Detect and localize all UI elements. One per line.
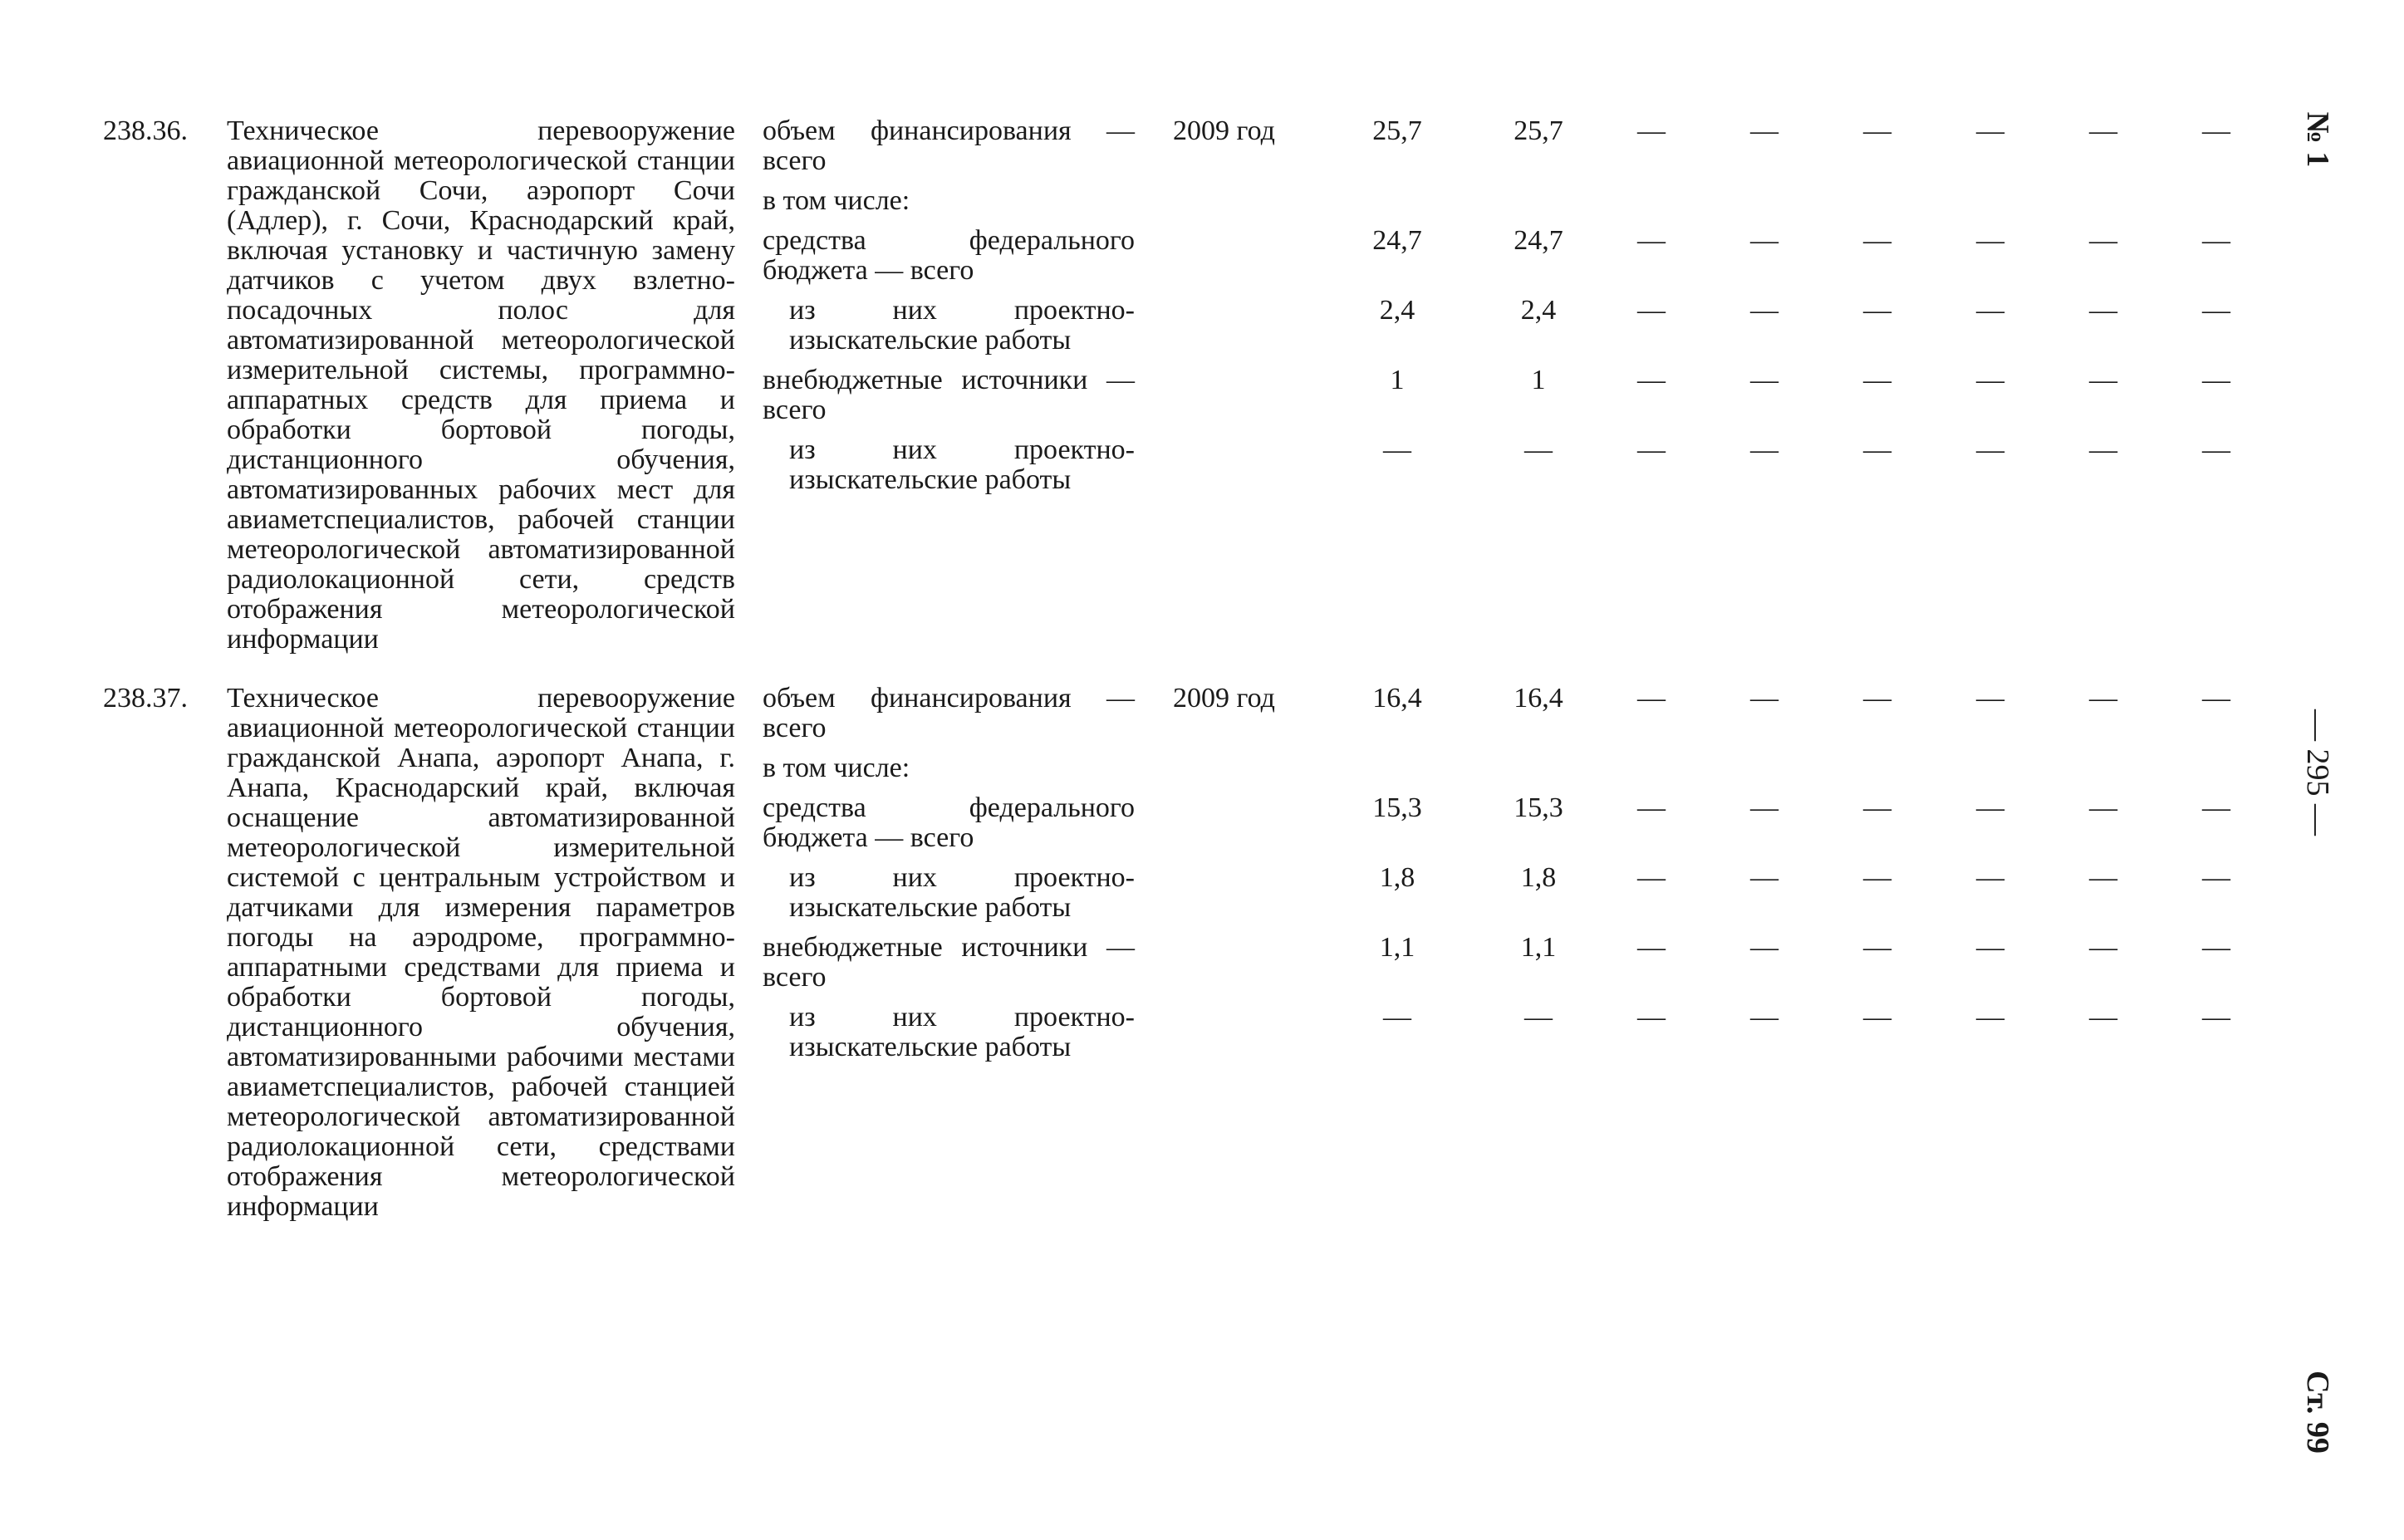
value-cell: 1,8 bbox=[1379, 862, 1415, 893]
row-label: в том числе: bbox=[763, 185, 910, 216]
value-cell: — bbox=[1750, 115, 1778, 146]
value-cell: — bbox=[1637, 434, 1666, 465]
value-cell: — bbox=[1383, 1002, 1411, 1032]
entry-year: 2009 год bbox=[1173, 683, 1275, 714]
value-cell: — bbox=[1976, 1002, 2004, 1032]
value-cell: 2,4 bbox=[1379, 295, 1415, 326]
value-cell: — bbox=[1863, 1002, 1891, 1032]
value-cell: — bbox=[2089, 792, 2117, 823]
entry-description: Техническое перевооружение авиационной метеорологической станции гражданской Анапа, аэропорт Анапа, г. Анапа, Краснодарский край, включая оснащение автоматизированной метеорологической измерительной системой с центральным устройством и датчиками для измерения параметров погоды на аэродроме, программно-аппаратными средствами для приема и обработки бортовой погоды, дистанционного обучения, автоматизированными рабочими местами авиаметспециалистов, рабочей станцией метеорологической автоматизированной радиолокационной сети, средствами отображения метеорологической информации bbox=[227, 683, 735, 1222]
row-label: из них проектно-изыскательские работы bbox=[789, 1002, 1135, 1062]
value-cell: — bbox=[1863, 365, 1891, 395]
value-cell: — bbox=[2089, 862, 2117, 893]
value-cell: — bbox=[1750, 792, 1778, 823]
value-cell: — bbox=[1976, 862, 2004, 893]
value-cell: — bbox=[1637, 862, 1666, 893]
value-cell: — bbox=[2202, 365, 2230, 395]
value-cell: — bbox=[1637, 115, 1666, 146]
value-cell: — bbox=[2089, 115, 2117, 146]
value-cell: — bbox=[1637, 1002, 1666, 1032]
row-label: средства федерального бюджета — всего bbox=[763, 225, 1135, 286]
page-number: — 295 — bbox=[2300, 709, 2335, 836]
article-number: Ст. 99 bbox=[2300, 1371, 2335, 1454]
value-cell: — bbox=[1976, 115, 2004, 146]
entry-number: 238.37. bbox=[103, 683, 188, 714]
value-cell: — bbox=[2202, 862, 2230, 893]
value-cell: — bbox=[2089, 295, 2117, 326]
entry-year: 2009 год bbox=[1173, 115, 1275, 146]
row-label: средства федерального бюджета — всего bbox=[763, 792, 1135, 853]
value-cell: — bbox=[2202, 225, 2230, 256]
value-cell: 1 bbox=[1390, 365, 1405, 395]
value-cell: — bbox=[2202, 1002, 2230, 1032]
value-cell: 16,4 bbox=[1372, 683, 1422, 714]
value-cell: 15,3 bbox=[1372, 792, 1422, 823]
row-label: из них проектно-изыскательские работы bbox=[789, 295, 1135, 356]
value-cell: — bbox=[2202, 792, 2230, 823]
value-cell: — bbox=[2089, 434, 2117, 465]
value-cell: — bbox=[1976, 295, 2004, 326]
value-cell: — bbox=[2202, 115, 2230, 146]
value-cell: — bbox=[1637, 225, 1666, 256]
value-cell: 25,7 bbox=[1514, 115, 1563, 146]
value-cell: — bbox=[1976, 932, 2004, 963]
row-label: внебюджетные источники — всего bbox=[763, 365, 1135, 425]
value-cell: — bbox=[2089, 225, 2117, 256]
value-cell: — bbox=[2089, 683, 2117, 714]
value-cell: — bbox=[1863, 115, 1891, 146]
value-cell: — bbox=[1863, 683, 1891, 714]
value-cell: 2,4 bbox=[1520, 295, 1557, 326]
value-cell: — bbox=[2089, 365, 2117, 395]
value-cell: — bbox=[1976, 792, 2004, 823]
value-cell: — bbox=[1750, 434, 1778, 465]
row-label: объем финансирования — всего bbox=[763, 683, 1135, 743]
value-cell: — bbox=[1750, 295, 1778, 326]
row-label: объем финансирования — всего bbox=[763, 115, 1135, 176]
value-cell: — bbox=[1750, 932, 1778, 963]
value-cell: — bbox=[1750, 1002, 1778, 1032]
value-cell: — bbox=[1976, 225, 2004, 256]
row-label: из них проектно-изыскательские работы bbox=[789, 434, 1135, 495]
value-cell: — bbox=[2202, 295, 2230, 326]
entry-description: Техническое перевооружение авиационной метеорологической станции гражданской Сочи, аэропорт Сочи (Адлер), г. Сочи, Краснодарский край, включая установку и частичную замену датчиков с учетом двух взлетно-посадочных полос для автоматизированной метеорологической измерительной системы, программно-аппаратных средств для приема и обработки бортовой погоды, дистанционного обучения, автоматизированных рабочих мест для авиаметспециалистов, рабочей станции метеорологической автоматизированной радиолокационной сети, средств отображения метеорологической информации bbox=[227, 115, 735, 655]
value-cell: — bbox=[1976, 683, 2004, 714]
value-cell: — bbox=[1383, 434, 1411, 465]
value-cell: — bbox=[1524, 434, 1553, 465]
value-cell: — bbox=[1637, 295, 1666, 326]
row-label: внебюджетные источники — всего bbox=[763, 932, 1135, 993]
value-cell: — bbox=[2202, 434, 2230, 465]
value-cell: — bbox=[2202, 932, 2230, 963]
value-cell: — bbox=[1976, 365, 2004, 395]
value-cell: — bbox=[1750, 225, 1778, 256]
row-label: из них проектно-изыскательские работы bbox=[789, 862, 1135, 923]
value-cell: — bbox=[2089, 932, 2117, 963]
value-cell: 1,8 bbox=[1520, 862, 1557, 893]
value-cell: — bbox=[1637, 683, 1666, 714]
value-cell: — bbox=[1863, 434, 1891, 465]
issue-number: № 1 bbox=[2300, 111, 2335, 168]
value-cell: 1 bbox=[1531, 365, 1546, 395]
value-cell: 16,4 bbox=[1514, 683, 1563, 714]
value-cell: — bbox=[2202, 683, 2230, 714]
value-cell: — bbox=[1863, 225, 1891, 256]
value-cell: — bbox=[1863, 295, 1891, 326]
row-label: в том числе: bbox=[763, 753, 910, 783]
value-cell: 1,1 bbox=[1379, 932, 1415, 963]
value-cell: 1,1 bbox=[1520, 932, 1557, 963]
value-cell: — bbox=[1976, 434, 2004, 465]
value-cell: — bbox=[1750, 683, 1778, 714]
value-cell: 15,3 bbox=[1514, 792, 1563, 823]
value-cell: — bbox=[1863, 862, 1891, 893]
value-cell: — bbox=[1524, 1002, 1553, 1032]
value-cell: — bbox=[1750, 365, 1778, 395]
value-cell: 25,7 bbox=[1372, 115, 1422, 146]
value-cell: — bbox=[2089, 1002, 2117, 1032]
value-cell: 24,7 bbox=[1372, 225, 1422, 256]
value-cell: — bbox=[1637, 932, 1666, 963]
value-cell: — bbox=[1863, 792, 1891, 823]
value-cell: — bbox=[1750, 862, 1778, 893]
entry-number: 238.36. bbox=[103, 115, 188, 146]
value-cell: — bbox=[1863, 932, 1891, 963]
value-cell: — bbox=[1637, 792, 1666, 823]
value-cell: 24,7 bbox=[1514, 225, 1563, 256]
value-cell: — bbox=[1637, 365, 1666, 395]
